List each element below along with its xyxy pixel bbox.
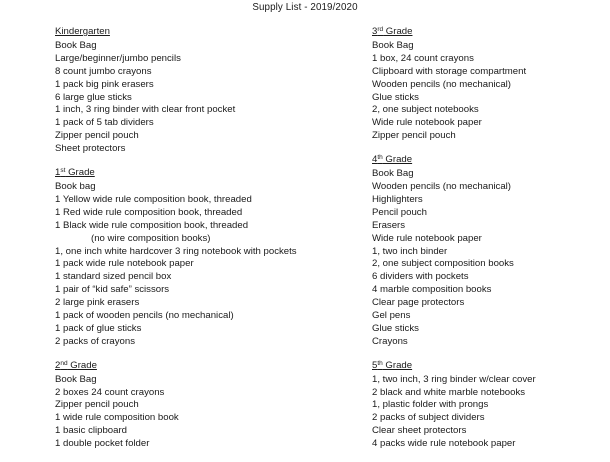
supply-item: Book Bag (55, 39, 97, 51)
supply-item: 2 boxes 24 count crayons (55, 386, 165, 398)
supply-item: 1, plastic folder with prongs (372, 399, 489, 411)
supply-item: 8 count jumbo crayons (55, 65, 152, 77)
supply-item: Clear page protectors (372, 297, 465, 309)
grade-label: Grade (67, 359, 97, 371)
supply-item: Wide rule notebook paper (372, 232, 482, 244)
supply-item: 1, one inch white hardcover 3 ring notebook with pockets (55, 245, 297, 257)
grade-section (55, 360, 355, 451)
supply-item: Pencil pouch (372, 206, 427, 218)
supply-item: 4 packs wide rule notebook paper (372, 438, 516, 450)
grade-label: Grade (382, 154, 413, 166)
supply-item: 2, one subject notebooks (372, 104, 479, 116)
supply-item: Clipboard with storage compartment (372, 65, 527, 77)
supply-item: 1 Black wide rule composition book, threaded (55, 219, 249, 231)
supply-item: 2 packs of subject dividers (372, 412, 485, 424)
supply-item: Book Bag (372, 168, 414, 180)
document-title: Supply List - 2019/2020 (252, 2, 358, 13)
supply-item: 1 pack of wooden pencils (no mechanical) (55, 310, 234, 322)
supply-item: Zipper pencil pouch (372, 130, 456, 142)
supply-item: 1 double pocket folder (55, 438, 150, 450)
grade-ordinal-suffix: th (377, 359, 383, 367)
grade-number: 1 (55, 167, 61, 179)
grade-heading (55, 26, 110, 39)
grade-ordinal-suffix: st (60, 167, 66, 175)
supply-item: 1 box, 24 count crayons (372, 52, 474, 64)
grade-heading (372, 154, 412, 167)
supply-item: 4 marble composition books (372, 284, 492, 296)
supply-item: 1 standard sized pencil box (55, 271, 172, 283)
grade-number: 4 (372, 154, 378, 166)
left-column (55, 26, 355, 462)
grade-number: 2 (55, 359, 61, 371)
supply-item: Gel pens (372, 310, 411, 322)
supply-item: 1 pair of “kid safe” scissors (55, 284, 170, 296)
supply-item: Glue sticks (372, 91, 419, 103)
grade-section (372, 26, 607, 143)
grade-section (55, 26, 355, 156)
supply-item: Highlighters (372, 193, 423, 205)
supply-item: 1 pack big pink erasers (55, 78, 154, 90)
grade-heading (372, 26, 412, 39)
supply-item: 1 basic clipboard (55, 425, 127, 437)
supply-item: 6 large glue sticks (55, 91, 132, 103)
supply-item: 2 packs of crayons (55, 335, 135, 347)
grade-heading (55, 360, 97, 373)
supply-item: Book bag (55, 180, 96, 192)
grade-label: Kindergarten (55, 26, 110, 37)
grade-section (372, 360, 607, 451)
supply-item: 2, one subject composition books (372, 258, 514, 270)
supply-item: 1 pack of glue sticks (55, 322, 142, 334)
supply-item: Clear sheet protectors (372, 425, 467, 437)
supply-item: 2 large pink erasers (55, 297, 140, 309)
grade-heading (55, 167, 95, 180)
supply-item: Zipper pencil pouch (55, 399, 139, 411)
supply-item: 1 Red wide rule composition book, threaded (55, 206, 243, 218)
supply-item: Book Bag (372, 39, 414, 51)
supply-item: Crayons (372, 335, 408, 347)
supply-item: (no wire composition books) (91, 232, 211, 244)
supply-item: Wooden pencils (no mechanical) (372, 78, 512, 90)
grade-number: 3 (372, 26, 378, 37)
grade-heading (372, 360, 412, 373)
grade-ordinal-suffix: rd (377, 26, 384, 33)
right-column (372, 26, 607, 462)
supply-item: Glue sticks (372, 322, 419, 334)
supply-item: Zipper pencil pouch (55, 130, 139, 142)
supply-item: 1, two inch, 3 ring binder w/clear cover (372, 373, 536, 385)
supply-item: Book Bag (55, 373, 97, 385)
grade-ordinal-suffix: nd (60, 359, 68, 367)
supply-item: 1, two inch binder (372, 245, 448, 257)
supply-item: 1 inch, 3 ring binder with clear front pocket (55, 104, 236, 116)
supply-item: Large/beginner/jumbo pencils (55, 52, 181, 64)
supply-item: 2 black and white marble notebooks (372, 386, 526, 398)
supply-item: 1 Yellow wide rule composition book, threaded (55, 193, 252, 205)
supply-item: 1 pack of 5 tab dividers (55, 117, 154, 129)
grade-ordinal-suffix: th (377, 154, 383, 162)
grade-label: Grade (383, 26, 413, 37)
grade-number: 5 (372, 359, 378, 371)
grade-section (372, 154, 607, 349)
grade-label: Grade (382, 359, 413, 371)
supply-item: Wide rule notebook paper (372, 117, 482, 129)
grade-section (55, 167, 355, 349)
supply-item: 1 pack wide rule notebook paper (55, 258, 194, 270)
supply-item: 6 dividers with pockets (372, 271, 469, 283)
supply-item: Wooden pencils (no mechanical) (372, 180, 512, 192)
grade-label: Grade (65, 167, 95, 179)
supply-item: Sheet protectors (55, 143, 126, 155)
supply-item: 1 wide rule composition book (55, 412, 179, 424)
supply-item: Erasers (372, 219, 406, 231)
